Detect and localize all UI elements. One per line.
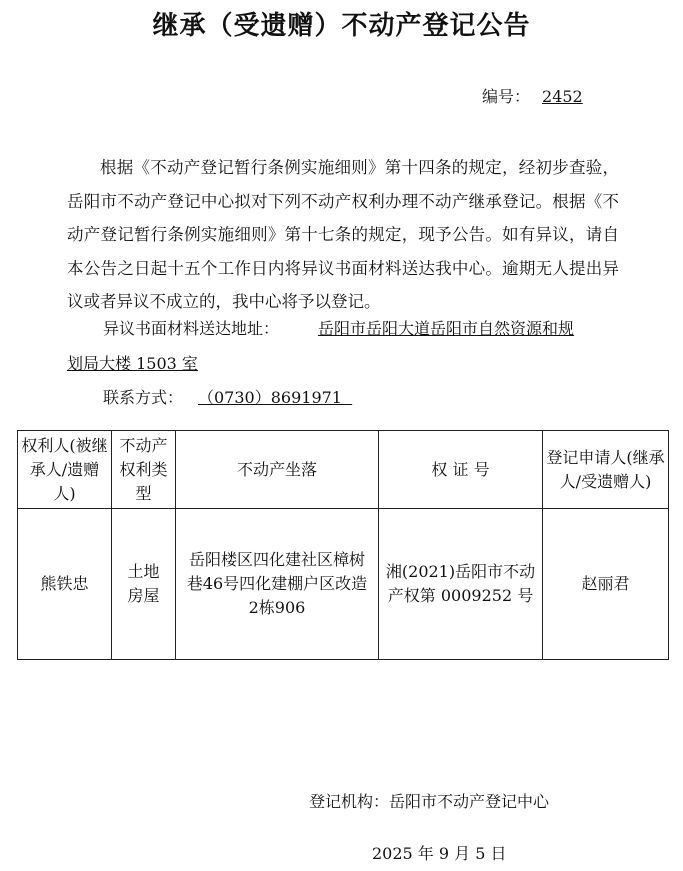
cell-right-holder: 熊铁忠	[18, 509, 112, 660]
registration-agency: 登记机构：岳阳市不动产登记中心	[309, 792, 550, 811]
cell-certificate-number: 湘(2021)岳阳市不动产权第 0009252 号	[379, 509, 543, 660]
address-label: 异议书面材料送达地址：	[103, 319, 280, 338]
serial-value: 2452	[542, 87, 583, 106]
col-header-applicant: 登记申请人(继承人/受遗赠人)	[543, 431, 669, 509]
table-row	[18, 509, 669, 660]
col-header-certificate-number: 权 证 号	[379, 431, 543, 509]
cell-location: 岳阳楼区四化建社区樟树巷46号四化建棚户区改造2栋906	[176, 509, 379, 660]
col-header-right-type: 不动产权利类型	[112, 431, 176, 509]
cell-right-type: 土地房屋	[112, 509, 176, 660]
cell-applicant: 赵丽君	[543, 509, 669, 660]
notice-title: 继承（受遗赠）不动产登记公告	[152, 11, 531, 41]
address-line-1: 岳阳市岳阳大道岳阳市自然资源和规	[318, 319, 575, 338]
serial-label: 编号：	[482, 87, 531, 106]
contact-label: 联系方式：	[103, 388, 184, 407]
address-line-2: 划局大楼 1503 室	[67, 354, 198, 373]
serial-number	[482, 86, 583, 108]
notice-date: 2025 年 9 月 5 日	[372, 844, 507, 863]
table-header-row	[18, 431, 669, 509]
notice-body: 根据《不动产登记暂行条例实施细则》第十四条的规定，经初步查验，岳阳市不动产登记中心拟对下列不动产权利办理不动产继承登记。根据《不动产登记暂行条例实施细则》第十七条的规定，现予公告。如有异议，请自本公告之日起十五个工作日内将异议书面材料送达我中心。逾期无人提出异议或者异议不成立的，我中心将予以登记。	[67, 158, 619, 311]
contact-phone: （0730）8691971	[198, 388, 353, 407]
col-header-right-holder: 权利人(被继承人/遗赠人)	[18, 431, 112, 509]
col-header-location: 不动产坐落	[176, 431, 379, 509]
registration-table	[17, 430, 669, 660]
